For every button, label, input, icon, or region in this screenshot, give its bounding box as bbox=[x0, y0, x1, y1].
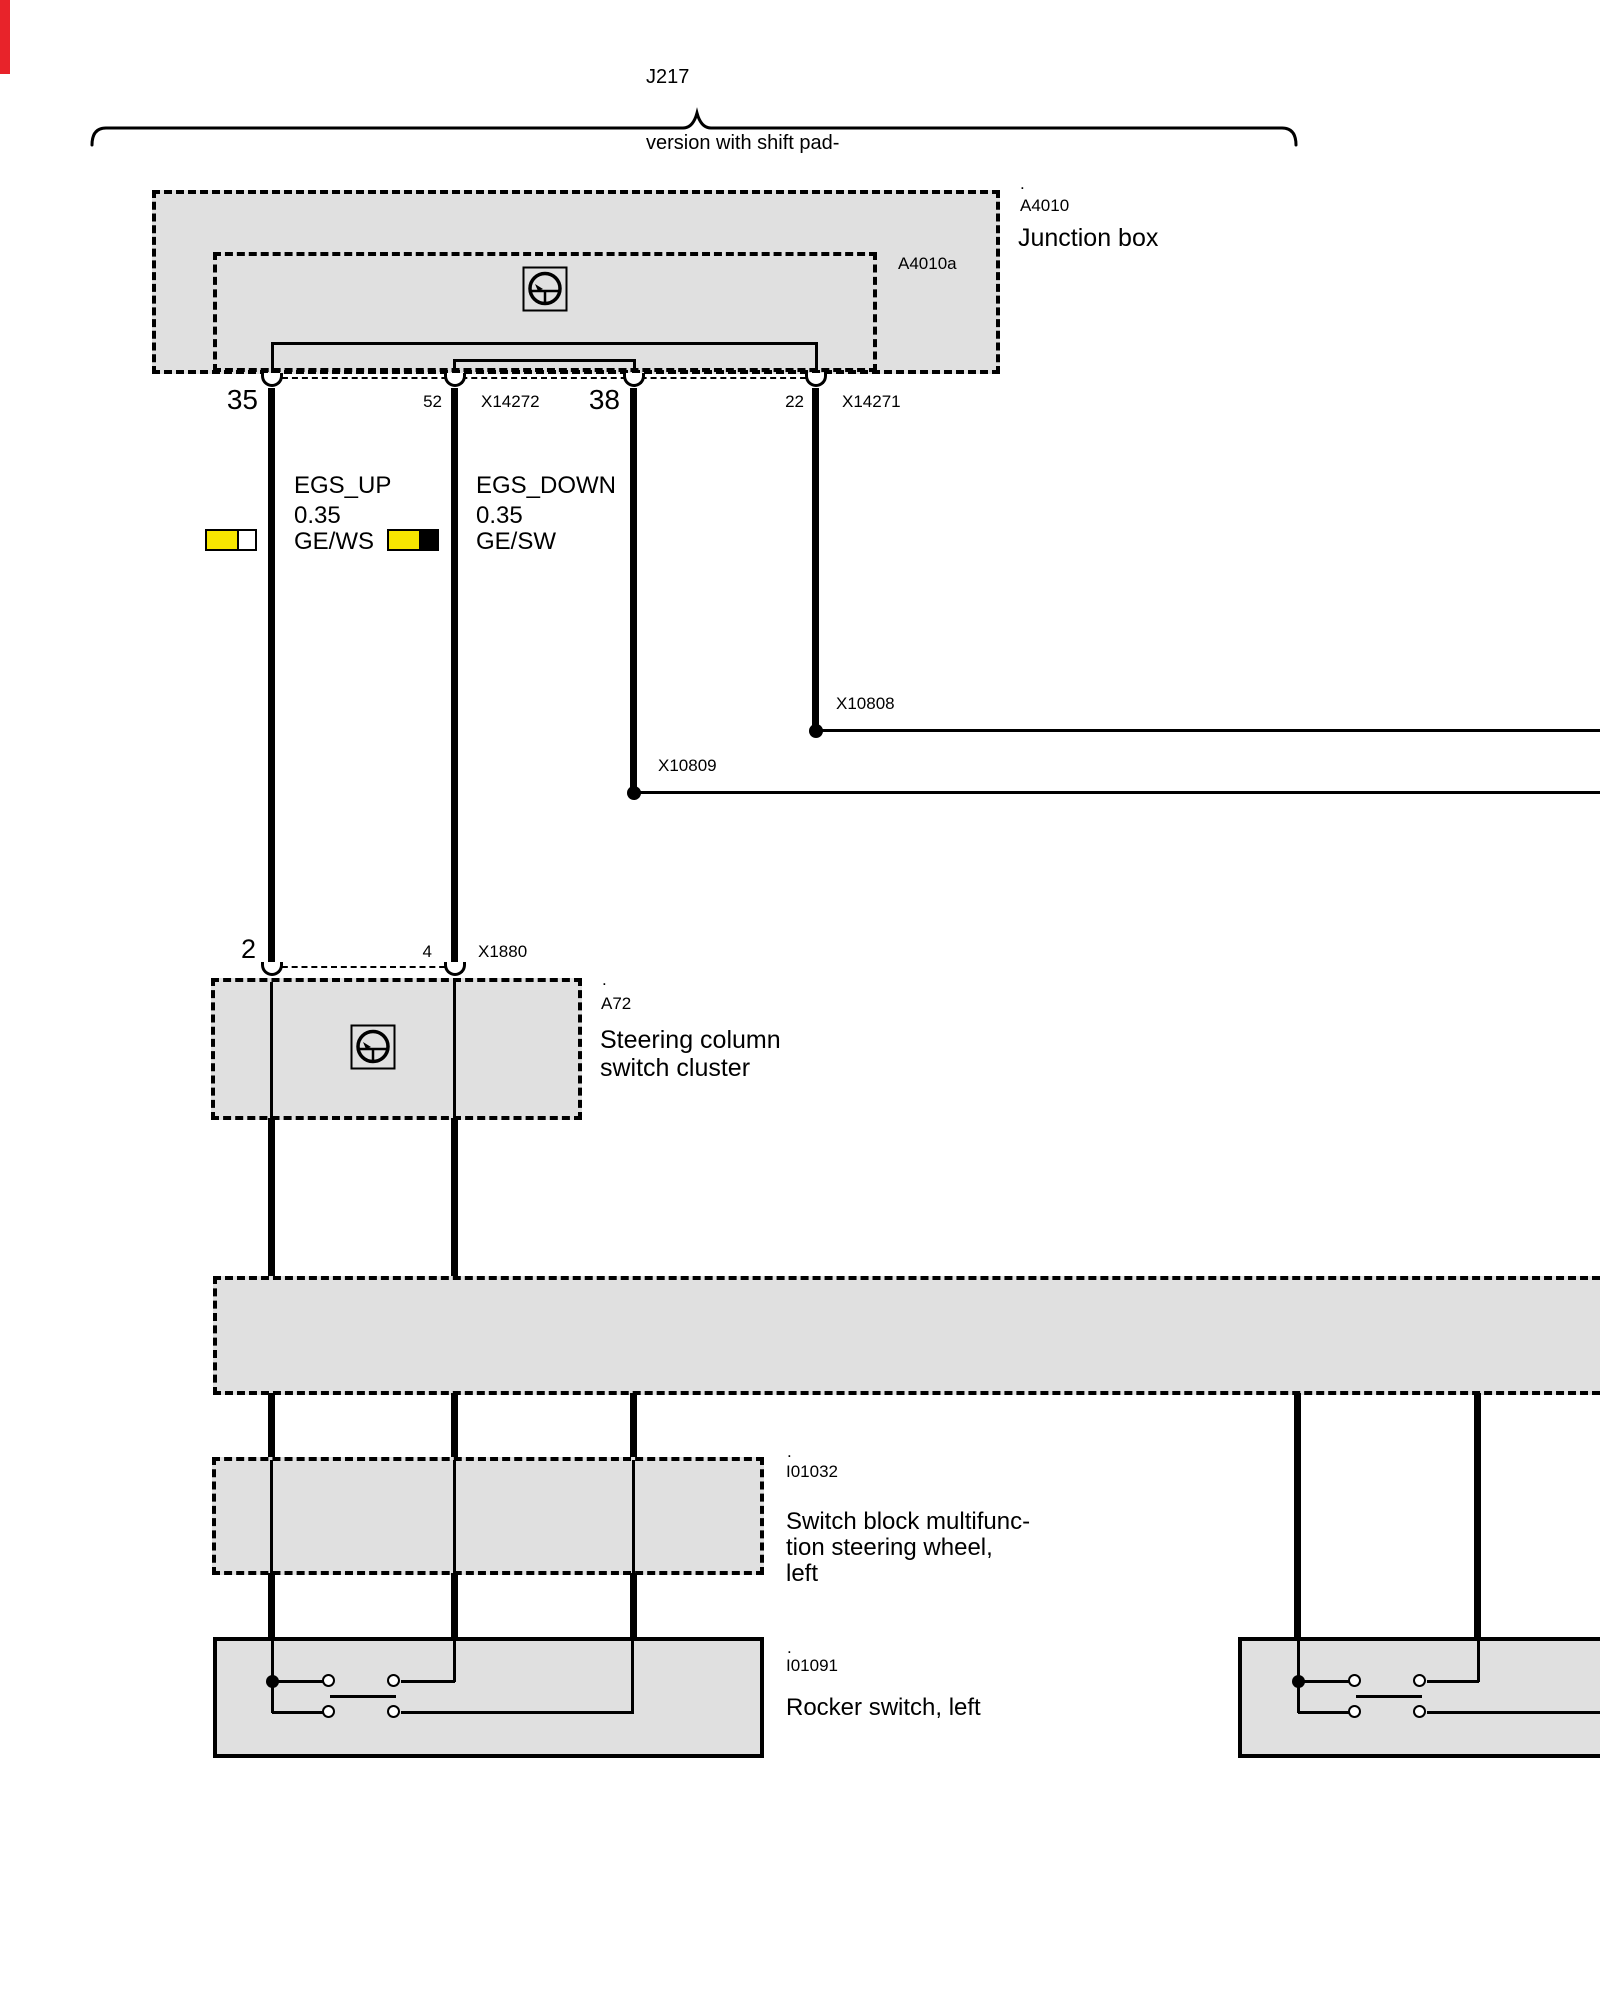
pin-35-label: 35 bbox=[226, 384, 258, 415]
swatch-black bbox=[419, 531, 437, 549]
cluster-name-line1: Steering column bbox=[600, 1026, 781, 1054]
terminal-arc-pin52 bbox=[444, 373, 466, 387]
wire-egs-up-upper bbox=[268, 388, 275, 966]
splice-line-x10808 bbox=[816, 729, 1600, 732]
rocker-l-stub-2 bbox=[453, 1641, 456, 1682]
rocker-l-link-ur bbox=[401, 1680, 455, 1683]
rocker-l-stub-3 bbox=[631, 1641, 634, 1714]
rocker-l-link-lr bbox=[401, 1711, 634, 1714]
steering-wheel-icon bbox=[522, 266, 568, 312]
wire-left-1 bbox=[268, 1393, 275, 1459]
wire-left-2 bbox=[451, 1393, 458, 1459]
page-edge-marker bbox=[0, 0, 10, 74]
terminal-arc-pin22 bbox=[805, 373, 827, 387]
bridge-line-52-38 bbox=[454, 359, 636, 362]
terminal-arc-pin4 bbox=[444, 962, 466, 976]
wire-rocker-2 bbox=[451, 1573, 458, 1641]
wire-pin38-drop bbox=[630, 388, 637, 788]
swatch-yellow bbox=[389, 531, 419, 549]
switch-block-name-line2: tion steering wheel, bbox=[786, 1534, 993, 1561]
color-code-egs-up: GE/WS bbox=[294, 528, 375, 555]
wire-color-swatch-ge-ws bbox=[205, 529, 257, 551]
rocker-l-link-ul bbox=[272, 1680, 324, 1683]
switch-block-internal-wire-2 bbox=[453, 1460, 456, 1573]
connector-x10808-label: X10808 bbox=[836, 694, 895, 713]
rocker-switch-left-box bbox=[213, 1637, 764, 1758]
junction-box-inner-id: A4010a bbox=[898, 254, 957, 273]
rocker-r-contact-ul bbox=[1348, 1674, 1361, 1687]
pin-38-label: 38 bbox=[588, 384, 620, 415]
rocker-l-contact-bar bbox=[330, 1695, 396, 1698]
pin-22-label: 22 bbox=[785, 392, 804, 411]
connector-x10809-label: X10809 bbox=[658, 756, 717, 775]
switch-block-ref-dot: . bbox=[787, 1442, 792, 1461]
terminal-arc-pin35 bbox=[261, 373, 283, 387]
brace-span bbox=[80, 100, 1320, 155]
junction-box-name: Junction box bbox=[1018, 224, 1159, 252]
rocker-l-junction-dot bbox=[266, 1675, 279, 1688]
pin-4-label: 4 bbox=[422, 942, 432, 961]
color-code-egs-down: GE/SW bbox=[476, 528, 557, 555]
cluster-internal-wire-2 bbox=[453, 982, 456, 1118]
rocker-r-stub-2 bbox=[1477, 1641, 1480, 1682]
wire-right-2 bbox=[1474, 1393, 1481, 1639]
pin-2-label: 2 bbox=[240, 934, 256, 964]
rocker-left-name: Rocker switch, left bbox=[786, 1694, 981, 1721]
swatch-yellow bbox=[207, 531, 237, 549]
connector-x1880-label: X1880 bbox=[478, 942, 528, 961]
rocker-r-link-lr bbox=[1427, 1711, 1600, 1714]
signal-egs-up: EGS_UP bbox=[294, 472, 392, 499]
rocker-r-contact-ur bbox=[1413, 1674, 1426, 1687]
junction-box-ref-dot: . bbox=[1020, 174, 1025, 193]
connector-x14271-label: X14271 bbox=[842, 392, 901, 411]
splice-line-x10809 bbox=[634, 791, 1600, 794]
steering-wheel-icon bbox=[350, 1024, 396, 1070]
switch-block-name-line3: left bbox=[786, 1560, 819, 1587]
rocker-left-ref-dot: . bbox=[787, 1638, 792, 1657]
steering-column-switch-cluster-box bbox=[211, 978, 582, 1120]
pin-52-label: 52 bbox=[423, 392, 442, 411]
rocker-l-link-ll bbox=[272, 1711, 324, 1714]
bridge-drop-35 bbox=[271, 342, 274, 376]
wire-rocker-3 bbox=[630, 1573, 637, 1641]
rocker-l-contact-ll bbox=[322, 1705, 335, 1718]
note-line1: J217 bbox=[646, 66, 690, 88]
cluster-internal-wire-1 bbox=[270, 982, 273, 1118]
wire-pin22-drop bbox=[812, 388, 819, 726]
rocker-r-link-ll bbox=[1298, 1711, 1350, 1714]
rocker-l-contact-ur bbox=[387, 1674, 400, 1687]
rocker-r-contact-lr bbox=[1413, 1705, 1426, 1718]
switch-block-id: I01032 bbox=[786, 1462, 838, 1481]
rocker-r-contact-ll bbox=[1348, 1705, 1361, 1718]
cluster-ref-dot: . bbox=[602, 970, 607, 989]
rocker-r-link-ur bbox=[1427, 1680, 1479, 1683]
bridge-line-35-22 bbox=[272, 342, 818, 345]
terminal-arc-pin2 bbox=[261, 962, 283, 976]
wire-right-1 bbox=[1294, 1393, 1301, 1639]
wire-egs-down-mid bbox=[451, 1118, 458, 1278]
rocker-left-id: I01091 bbox=[786, 1656, 838, 1675]
rocker-l-contact-lr bbox=[387, 1705, 400, 1718]
switch-block-internal-wire-3 bbox=[632, 1460, 635, 1573]
signal-egs-down: EGS_DOWN bbox=[476, 472, 617, 499]
rocker-r-contact-bar bbox=[1356, 1695, 1422, 1698]
switch-block-internal-wire-1 bbox=[270, 1460, 273, 1573]
swatch-white bbox=[237, 531, 255, 549]
connector-strip-x14272-x14271 bbox=[272, 377, 816, 379]
rocker-l-contact-ul bbox=[322, 1674, 335, 1687]
wire-left-3 bbox=[630, 1393, 637, 1459]
cluster-id: A72 bbox=[601, 994, 632, 1013]
wiring-bus-box bbox=[213, 1276, 1600, 1395]
wire-egs-down-upper bbox=[451, 388, 458, 966]
rocker-r-junction-dot bbox=[1292, 1675, 1305, 1688]
connector-strip-x1880 bbox=[272, 966, 455, 968]
gauge-egs-down: 0.35 bbox=[476, 502, 523, 529]
bridge-drop-22 bbox=[815, 342, 818, 376]
terminal-arc-pin38 bbox=[623, 373, 645, 387]
cluster-name-line2: switch cluster bbox=[600, 1054, 751, 1082]
switch-block-box bbox=[212, 1457, 764, 1575]
wire-egs-up-mid bbox=[268, 1118, 275, 1278]
gauge-egs-up: 0.35 bbox=[294, 502, 341, 529]
wire-color-swatch-ge-sw bbox=[387, 529, 439, 551]
note-line2: version with shift pad- bbox=[646, 132, 840, 154]
junction-box-id: A4010 bbox=[1020, 196, 1070, 215]
switch-block-name-line1: Switch block multifunc- bbox=[786, 1508, 1031, 1535]
wire-rocker-1 bbox=[268, 1573, 275, 1641]
rocker-r-link-ul bbox=[1298, 1680, 1350, 1683]
connector-x14272-label: X14272 bbox=[481, 392, 540, 411]
